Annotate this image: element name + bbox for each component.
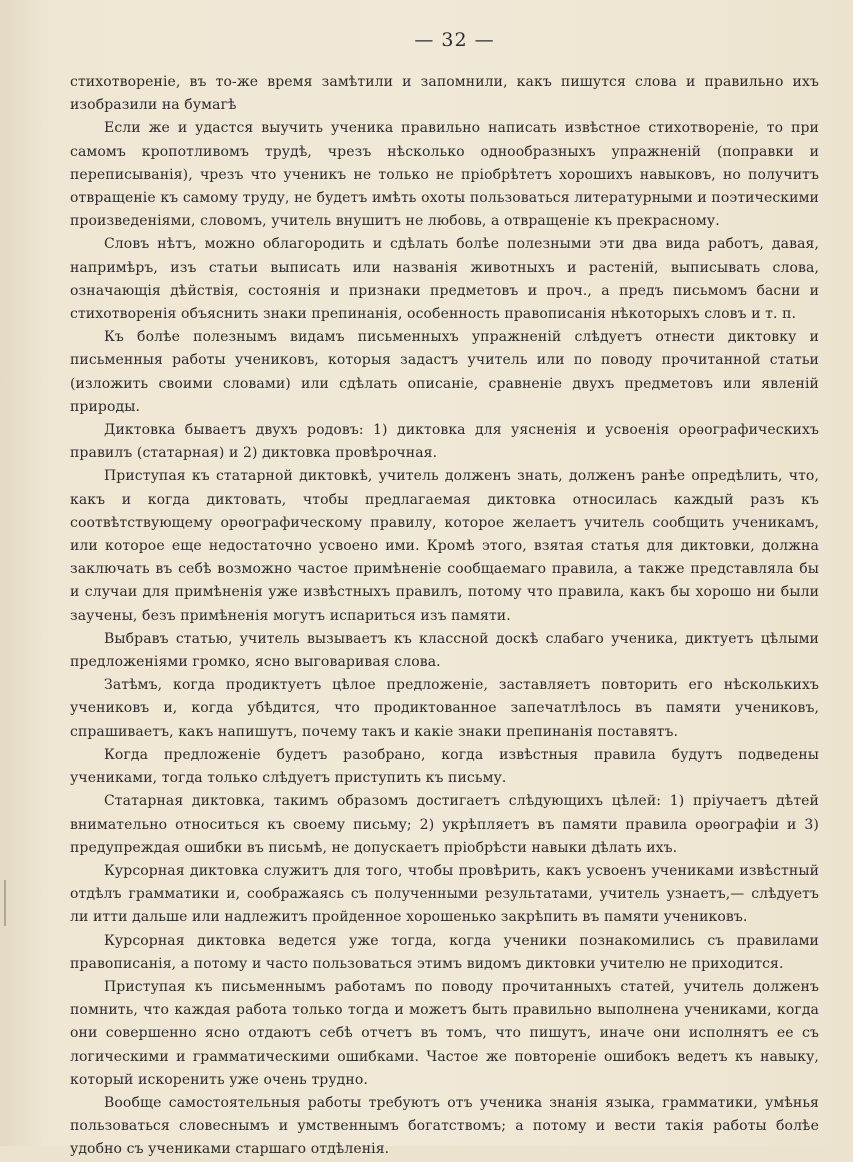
paragraph: стихотвореніе, въ то-же время замѣтили и запомнили, какъ пишутся слова и правильно ихъ изобразили на бумагѣ [70,74,819,114]
page-number: — 32 — [414,29,495,51]
paragraph: Выбравъ статью, учитель вызываетъ къ классной доскѣ слабаго ученика, диктуетъ цѣлыми предложеніями громко, ясно выговаривая слова. [70,630,819,671]
paragraph: Статарная диктовка, такимъ образомъ достигаетъ слѣдующихъ цѣлей: 1) пріучаетъ дѣтей внимательно относиться къ своему письму; 2) укрѣпляетъ въ памяти правила орѳографіи и 3) предупреждая ошибки въ письмѣ, не допускаетъ пріобрѣсти навыки дѣлать ихъ. [70,793,819,856]
paragraph: Диктовка бываетъ двухъ родовъ: 1) диктовка для уясненія и усвоенія орѳографическихъ правилъ (статарная) и 2) диктовка провѣрочная. [70,422,819,462]
paragraph: Когда предложеніе будетъ разобрано, когда извѣстныя правила будутъ подведены учениками, тогда только слѣдуетъ приступить къ письму. [70,746,819,787]
paragraph: Курсорная диктовка служитъ для того, чтобы провѣрить, какъ усвоенъ учениками извѣстный отдѣлъ грамматики и, соображаясь съ полученными результатами, учитель узнаетъ,— слѣдуетъ ли итти дальше или надлежитъ пройденное хорошенько закрѣпить въ памяти учениковъ. [70,862,819,926]
paragraph: Къ болѣе полезнымъ видамъ письменныхъ упражненій слѣдуетъ отнести диктовку и письменныя работы учениковъ, которыя задастъ учитель или по поводу прочитанной статьи (изложить своими словами) или сдѣлать описаніе, сравненіе двухъ предметовъ или явленій природы. [70,329,819,415]
paragraph: Приступая къ письменнымъ работамъ по поводу прочитанныхъ статей, учитель долженъ помнить, что каждая работа только тогда и можетъ быть правильно выполнена учениками, когда они совершенно ясно отдаютъ себѣ отчетъ въ томъ, что пишутъ, иначе они исполнятъ ее съ логическими и грамматическими ошибками. Частое же повтореніе ошибокъ ведетъ къ навыку, который искоренить уже очень трудно. [70,978,819,1088]
paragraph: Если же и удастся выучить ученика правильно написать извѣстное стихотвореніе, то при самомъ кропотливомъ трудѣ, чрезъ нѣсколько однообразныхъ упражненій (поправки и переписыванія), чрезъ что ученикъ не только не пріобрѣтетъ хорошихъ навыковъ, но получитъ отвращеніе къ самому труду, не будетъ имѣть охоты пользоваться литературными и поэтическими произведеніями, словомъ, учитель внушитъ не любовь, а отвращеніе къ прекрасному. [70,120,819,230]
paragraph: Затѣмъ, когда продиктуетъ цѣлое предложеніе, заставляетъ повторить его нѣсколькихъ учениковъ и, когда убѣдится, что продиктованное запечатлѣлось въ памяти учениковъ, спрашиваетъ, какъ напишутъ, почему такъ и какіе знаки препинанія поставятъ. [70,677,819,740]
margin-mark [4,880,6,926]
paragraph: Словъ нѣтъ, можно облагородить и сдѣлать болѣе полезными эти два вида работъ, давая, напримѣръ, изъ статьи выписать или названія животныхъ и растеній, выписывать слова, означающія дѣйствія, состоянія и признаки предметовъ и проч., а предъ письмомъ басни и стихотворенія объяснить знаки препинанія, особенность правописанія нѣкоторыхъ словъ и т. п. [70,236,819,323]
paragraph: Приступая къ статарной диктовкѣ, учитель долженъ знать, долженъ ранѣе опредѣлить, что, какъ и когда диктовать, чтобы предлагаемая диктовка относилась каждый разъ къ соотвѣтствующему орѳографическому правилу, которое желаетъ учитель сообщить ученикамъ, или которое еще недостаточно усвоено ими. Кромѣ этого, взятая статья для диктовки, должна заключать въ себѣ возможно частое примѣненіе сообщаемаго правила, а также представляла бы и случаи для примѣненія уже извѣстныхъ правилъ, потому что правила, какъ бы хорошо ни были заучены, безъ примѣненія могутъ испариться изъ памяти. [70,468,819,624]
paragraph: Курсорная диктовка ведется уже тогда, когда ученики познакомились съ правилами правописанія, а потому и часто пользоваться этимъ видомъ диктовки учителю не приходится. [70,932,819,972]
paragraph: Вообще самостоятельныя работы требуютъ отъ ученика знанія языка, грамматики, умѣнья пользоваться словеснымъ и умственнымъ богатствомъ; а потому и вести такія работы болѣе удобно съ учениками старшаго отдѣленія. [70,1094,819,1158]
text-body [70,71,819,1162]
